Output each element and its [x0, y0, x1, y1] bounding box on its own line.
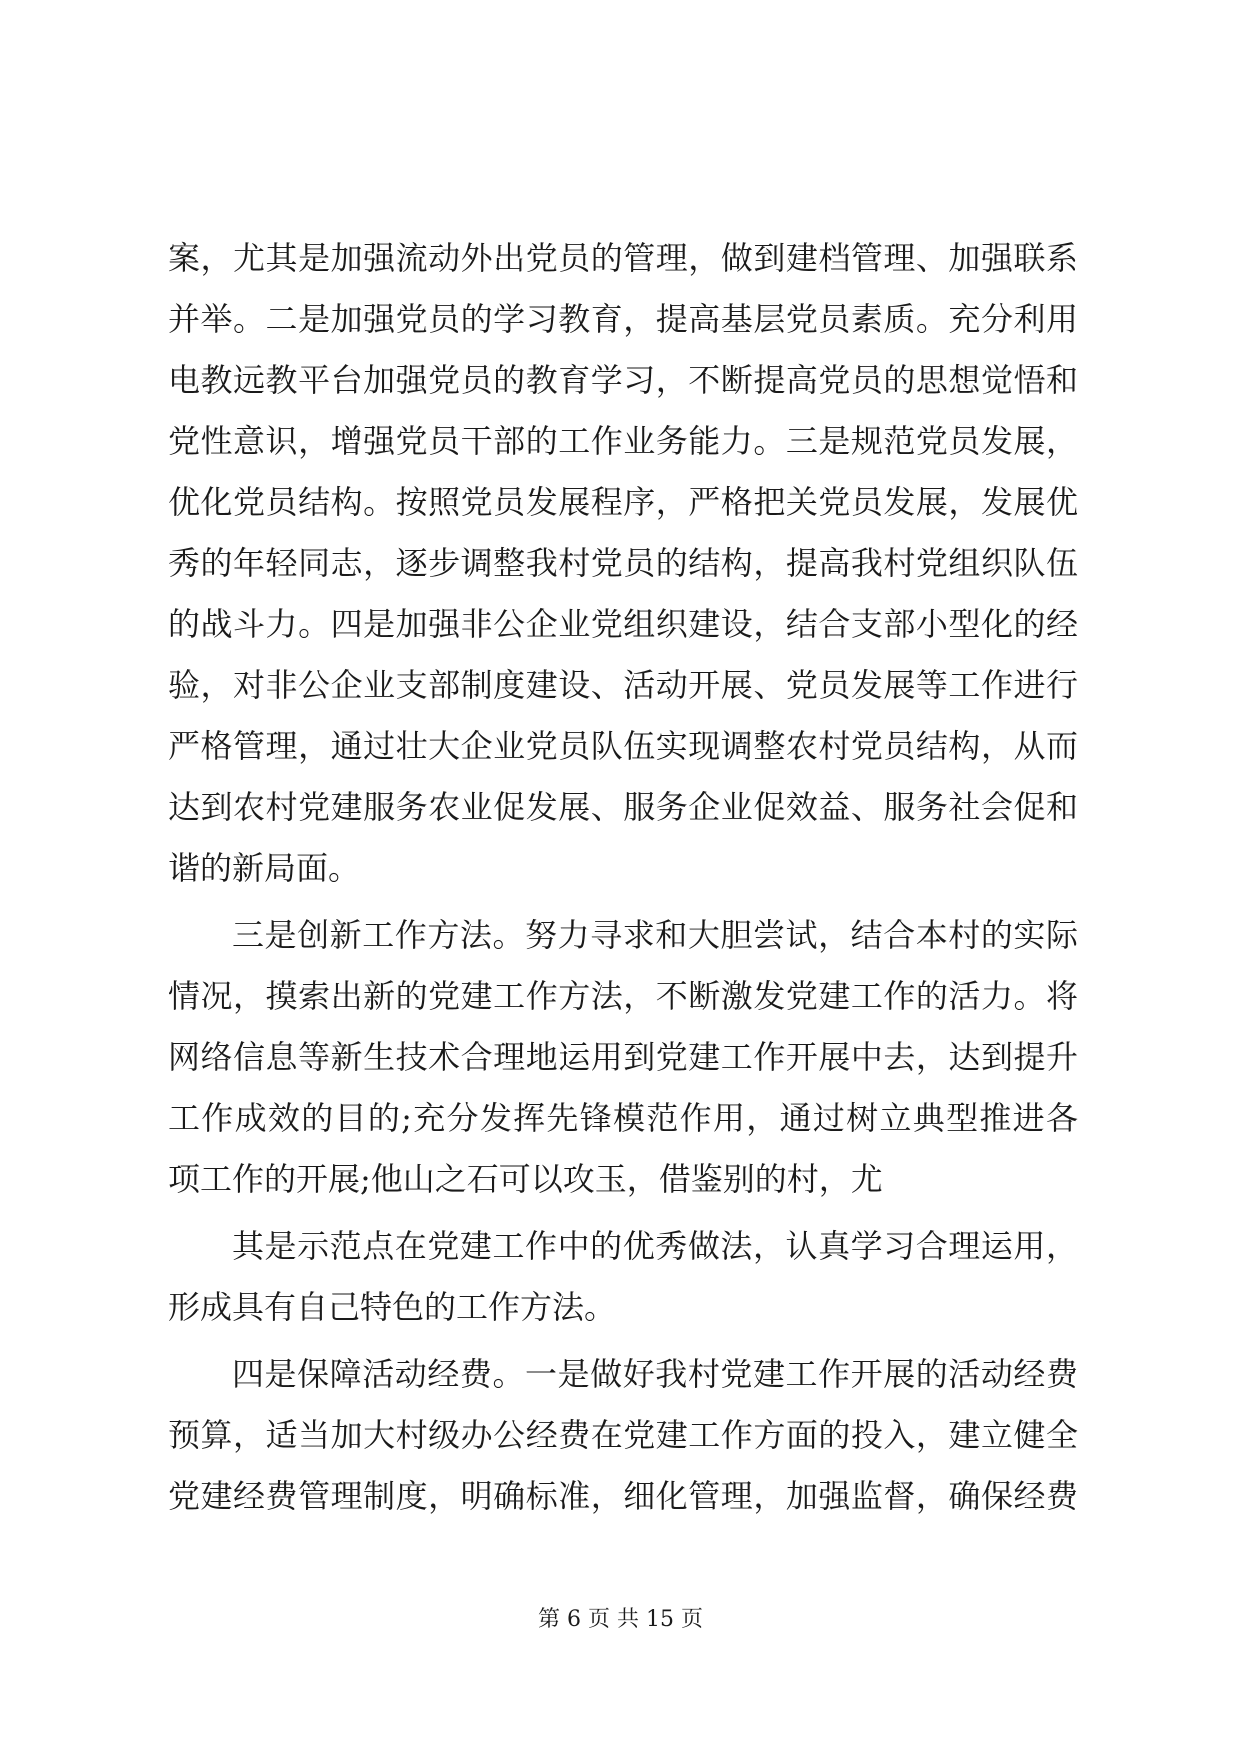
text-line: 项工作的开展;他山之石可以攻玉，借鉴别的村，尤 [168, 1160, 883, 1198]
text-line: 的战斗力。四是加强非公企业党组织建设，结合支部小型化的经 [168, 605, 1078, 643]
text-line: 形成具有自己特色的工作方法。 [168, 1288, 617, 1326]
text-line: 三是创新工作方法。努力寻求和大胆尝试，结合本村的实际 [232, 916, 1078, 954]
page-footer: 第 6 页 共 15 页 [538, 1607, 703, 1632]
text-line: 达到农村党建服务农业促发展、服务企业促效益、服务社会促和 [168, 788, 1078, 826]
text-line: 党建经费管理制度，明确标准，细化管理，加强监督，确保经费 [168, 1477, 1078, 1515]
text-line: 四是保障活动经费。一是做好我村党建工作开展的活动经费 [232, 1355, 1078, 1393]
text-line: 并举。二是加强党员的学习教育，提高基层党员素质。充分利用 [168, 300, 1078, 338]
text-line: 网络信息等新生技术合理地运用到党建工作开展中去，达到提升 [168, 1038, 1078, 1076]
body-text [168, 228, 1078, 1527]
text-line: 党性意识，增强党员干部的工作业务能力。三是规范党员发展， [168, 422, 1078, 460]
text-line: 严格管理，通过壮大企业党员队伍实现调整农村党员结构，从而 [168, 727, 1078, 765]
text-line: 谐的新局面。 [168, 849, 361, 887]
text-line: 预算，适当加大村级办公经费在党建工作方面的投入，建立健全 [168, 1416, 1078, 1454]
text-line: 优化党员结构。按照党员发展程序，严格把关党员发展，发展优 [168, 483, 1078, 521]
text-line: 其是示范点在党建工作中的优秀做法，认真学习合理运用， [232, 1227, 1078, 1265]
text-line: 工作成效的目的;充分发挥先锋模范作用，通过树立典型推进各 [168, 1099, 1078, 1137]
text-line: 秀的年轻同志，逐步调整我村党员的结构，提高我村党组织队伍 [168, 544, 1078, 582]
text-line: 案，尤其是加强流动外出党员的管理，做到建档管理、加强联系 [168, 239, 1078, 277]
text-line: 验，对非公企业支部制度建设、活动开展、党员发展等工作进行 [168, 666, 1078, 704]
text-line: 电教远教平台加强党员的教育学习，不断提高党员的思想觉悟和 [168, 361, 1078, 399]
text-line: 情况，摸索出新的党建工作方法，不断激发党建工作的活力。将 [168, 977, 1078, 1015]
